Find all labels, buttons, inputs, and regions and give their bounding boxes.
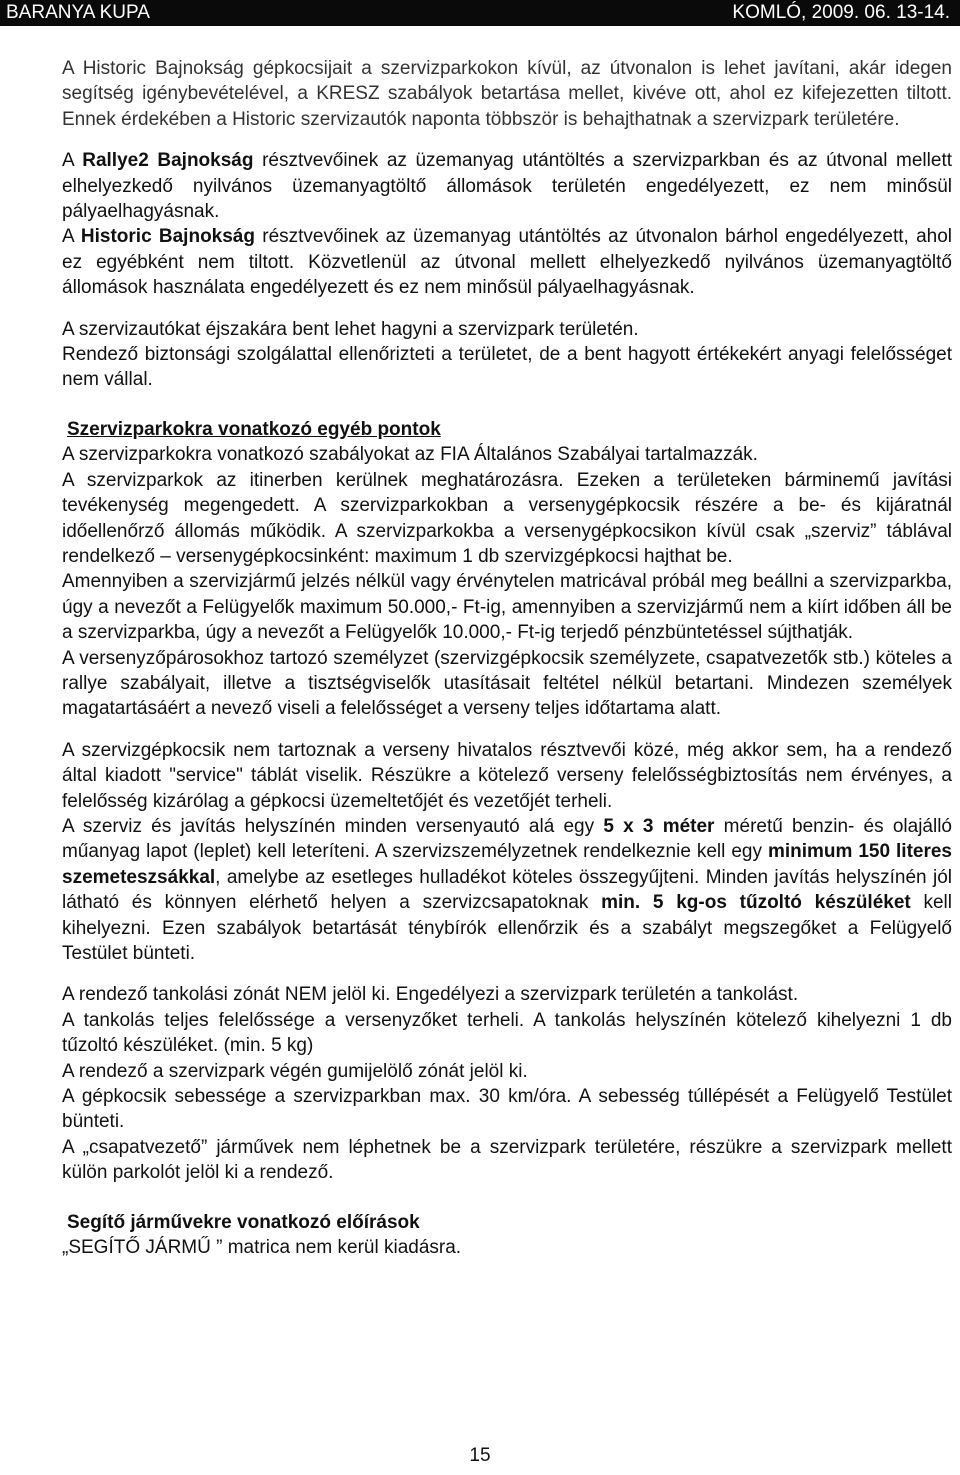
overnight-paragraph-2: Rendező biztonsági szolgálattal ellenőrizteti a területet, de a bent hagyott értékekért anyagi felelősséget nem vállal. [62, 344, 952, 391]
service-parks-p3: Amennyiben a szervizjármű jelzés nélkül vagy érvénytelen matricával próbál meg beállni a szervizparkba, úgy a nevezőt a Felügyelők maximum 50.000,- Ft-ig, amennyiben a szervizjármű nem a kiírt időben áll be a szervizparkba, úgy a nevezőt a Felügyelők 10.000,- Ft-ig terjedő pénzbüntetéssel sújthatják. [62, 571, 952, 644]
header-title: BARANYA KUPA [6, 2, 150, 23]
fuel-line-2: A tankolás teljes felelőssége a versenyzőket terheli. A tankolás helyszínén kötelező kihelyezni 1 db tűzoltó készüléket. (min. 5 kg) [62, 1009, 952, 1057]
rallye2-pre: A [62, 150, 83, 172]
tarp-b2: minimum 150 literes szemeteszsákkal [62, 841, 952, 888]
tarp-b1: 5 x 3 méter [603, 815, 715, 837]
section-heading-service-parks: Szervizparkokra vonatkozó egyéb pontok [67, 418, 441, 440]
tarp-paragraph [62, 814, 952, 966]
fuel-line-1: A rendező tankolási zónát NEM jelöl ki. Engedélyezi a szervizpark területén a tankolást. [62, 984, 799, 1006]
service-parks-p1: A szervizparkokra vonatkozó szabályokat az FIA Általános Szabályai tartalmazzák. [62, 444, 758, 466]
tarp-t2: méretű benzin- és olajálló műanyag lapot (leplet) kell leteríteni. A szervizszemélyzetnek rendelkeznie kell egy [62, 815, 952, 863]
service-parks-p2: A szervizparkok az itinerben kerülnek meghatározásra. Ezeken a területeken bárminemű javítási tevékenység megengedett. A szervizparkokban a versenygépkocsik részére a be- és kijáratnál időellenőrző állomás működik. A szervizparkokba a versenygépkocsikon kívül csak „szerviz” táblával rendelkező – versenygépkocsinként: maximum 1 db szervizgépkocsi hajthat be. [62, 469, 952, 567]
overnight-paragraph-1: A szervizautókat éjszakára bent lehet hagyni a szervizpark területén. [62, 318, 639, 340]
fuel-line-5: A „csapatvezető” járművek nem léphetnek be a szervizpark területére, részükre a szervizpark mellett külön parkolót jelöl ki a rendező. [62, 1136, 952, 1184]
rallye2-paragraph [62, 148, 952, 224]
historic-post: résztvevőinek az üzemanyag utántöltés az útvonalon bárhol engedélyezett, ahol ez egyébként nem tiltott. Közvetlenül az útvonal mellett elhelyezkedő nyilvános üzemanyagtöltő állomások használata engedélyezett és ez nem minősül pályaelhagyásnak. [62, 226, 952, 299]
rallye2-bold: Rallye2 Bajnokság [82, 150, 254, 172]
tarp-t1: A szerviz és javítás helyszínén minden versenyautó alá egy [62, 815, 604, 837]
fuel-line-4: A gépkocsik sebessége a szervizparkban max. 30 km/óra. A sebesség túllépését a Felügyelő Testület bünteti. [62, 1086, 952, 1133]
tarp-t3: , amelybe az esetleges hulladékot köteles összegyűjteni. Minden javítás helyszínén jól látható és könnyen elérhető helyen a szervizcsapatoknak [62, 866, 952, 914]
page-header [0, 0, 960, 26]
historic-paragraph [62, 224, 952, 300]
tarp-t4: kell kihelyezni. Ezen szabályok betartását ténybírók ellenőrzik és a szabályt megszegőket a Felügyelő Testület bünteti. [62, 892, 952, 964]
service-cars-paragraph: A szervizgépkocsik nem tartoznak a verseny hivatalos résztvevői közé, még akkor sem, ha a rendező által kiadott "service" táblát viselik. Részükre a kötelező verseny felelősségbiztosítás nem érvényes, a felelősség kizárólag a gépkocsi üzemeltetőjét és vezetőjét terheli. [62, 739, 952, 812]
intro-paragraph: A Historic Bajnokság gépkocsijait a szervizparkokon kívül, az útvonalon is lehet javítani, akár idegen segítség igénybevételével, a KRESZ szabályok betartása mellet, kivéve ott, ahol ez kifejezetten tiltott. Ennek érdekében a Historic szervizautók naponta többször is behajthatnak a szervizpark területére. [62, 58, 952, 130]
rallye2-post: résztvevőinek az üzemanyag utántöltés a szervizparkban és az útvonal mellett elhelyezkedő nyilvános üzemanyagtöltő állomások területén engedélyezett, ez nem minősül pályaelhagyásnak. [62, 150, 953, 223]
service-parks-p4: A versenyzőpárosokhoz tartozó személyzet (szervizgépkocsik személyzete, csapatvezetők stb.) köteles a rallye szabályait, illetve a tisztségviselők utasításait feltétel nélkül betartani. Mindezen személyek magatartásáért a nevező viseli a felelősséget a verseny teljes időtartama alatt. [62, 647, 952, 720]
tarp-b3: min. 5 kg-os tűzoltó készüléket [601, 892, 911, 914]
helper-vehicles-p1: „SEGÍTŐ JÁRMŰ ” matrica nem kerül kiadásra. [62, 1237, 462, 1259]
fuel-line-3: A rendező a szervizpark végén gumijelölő zónát jelöl ki. [62, 1060, 528, 1082]
historic-pre: A [62, 226, 81, 248]
document-body [62, 56, 952, 1260]
header-location-date: KOMLÓ, 2009. 06. 13-14. [732, 2, 950, 23]
page-number: 15 [469, 1445, 491, 1466]
section-heading-helper-vehicles: Segítő járművekre vonatkozó előírások [67, 1211, 420, 1233]
historic-bold: Historic Bajnokság [80, 226, 255, 248]
